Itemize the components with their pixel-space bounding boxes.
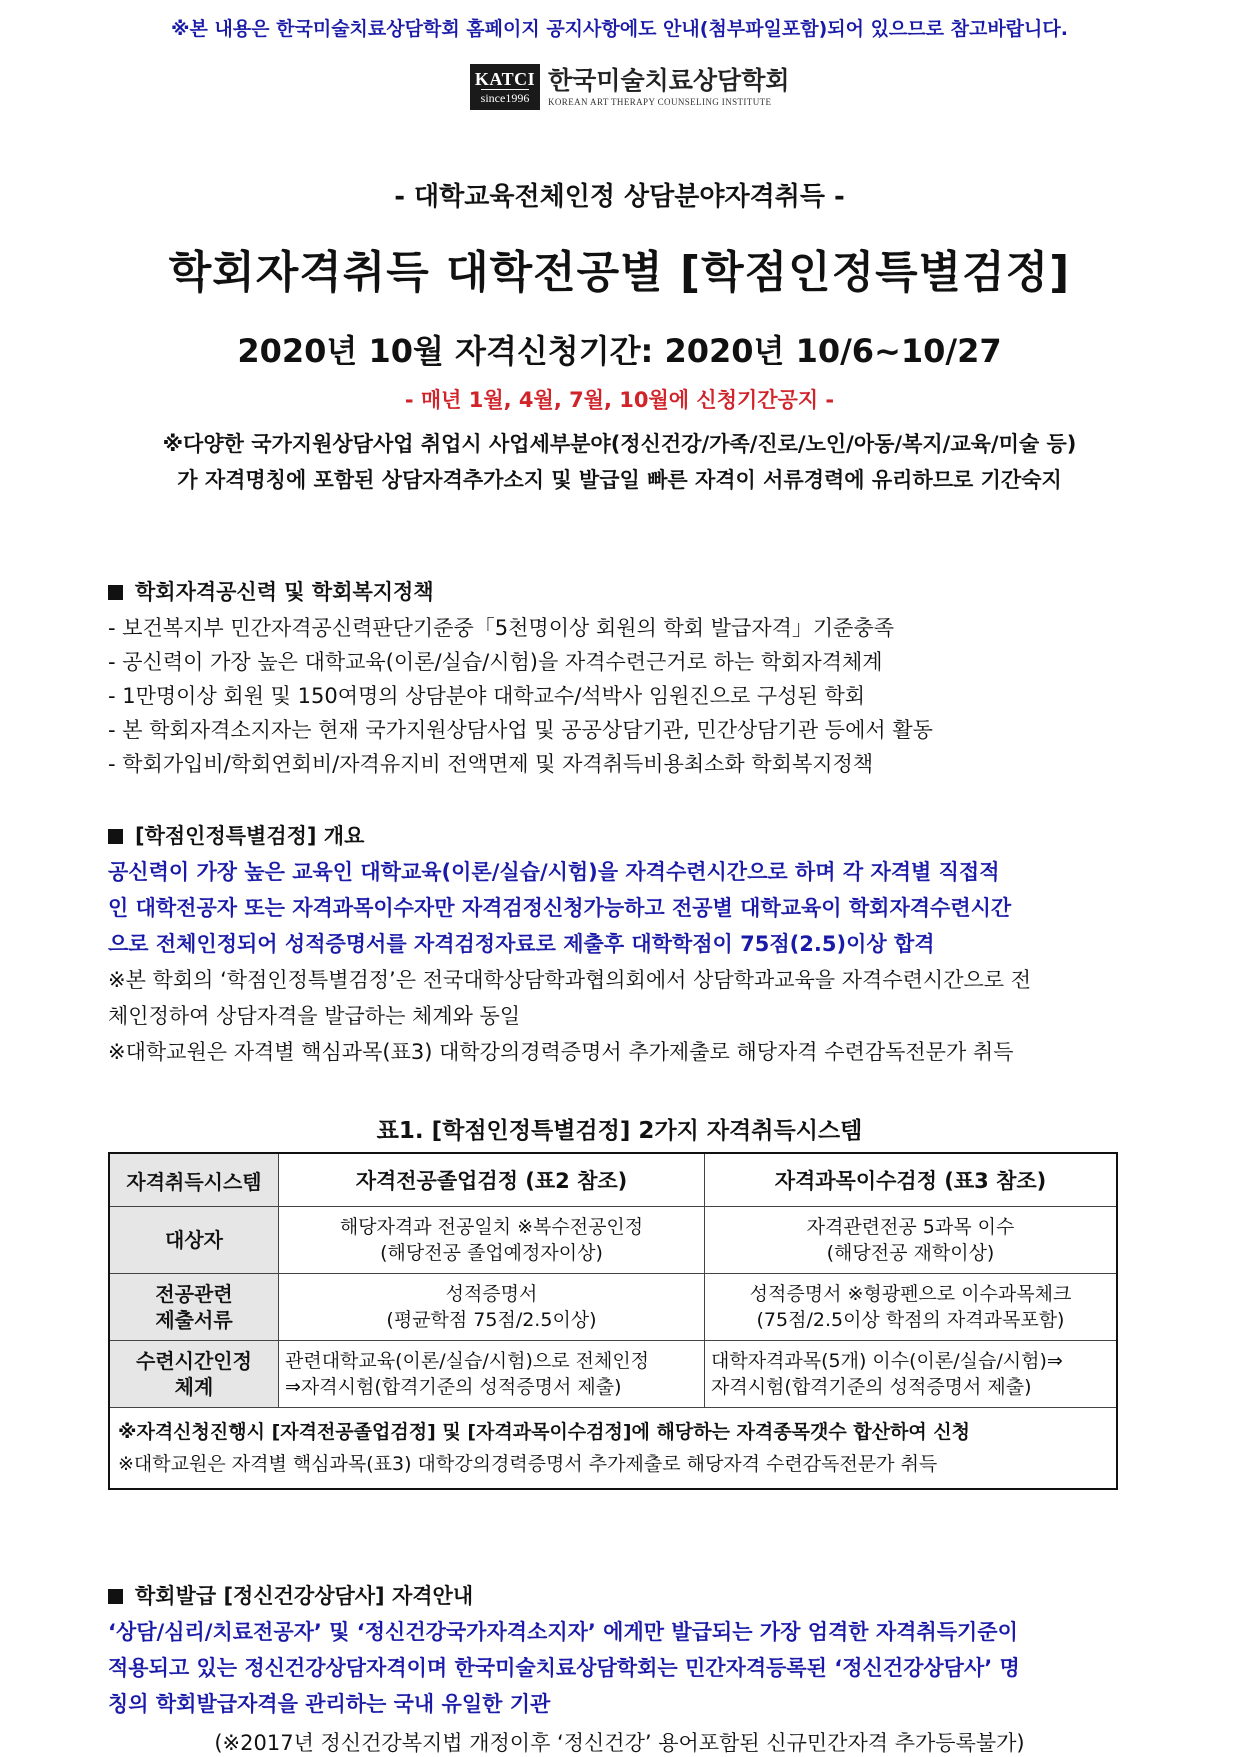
table-row [109,1341,1117,1408]
cell-line: 관련대학교육(이론/실습/시험)으로 전체인정 [285,1350,650,1372]
section2-blue-line: 인 대학전공자 또는 자격과목이수자만 자격검정신청가능하고 전공별 대학교육이 학회자격수련시간 [108,896,1012,920]
page-title: 학회자격취득 대학전공별 [학점인정특별검정] [168,247,1071,298]
square-bullet-icon [108,585,123,600]
table-cell [704,1207,1117,1274]
table-footer-cell [109,1408,1117,1490]
row-label-cell [109,1274,279,1341]
katci-logo-mark [470,64,540,110]
section1-bullet: - 1만명이상 회원 및 150여명의 상담분야 대학교수/석박사 임원진으로 구성된 학회 [108,684,866,708]
section1-bullet: - 학회가입비/학회연회비/자격유지비 전액면제 및 자격취득비용최소화 학회복지정책 [108,752,874,776]
square-bullet-icon [108,1589,123,1604]
logo-since-text: since1996 [480,91,530,105]
section1-bullet: - 본 학회자격소지자는 현재 국가지원상담사업 및 공공상담기관, 민간상담기관 등에서 활동 [108,718,933,742]
table-row [109,1274,1117,1341]
table-header-cell: 자격과목이수검정 (표3 참조) [704,1153,1117,1207]
section2-heading [108,820,364,850]
row-label: 제출서류 [155,1308,233,1332]
cell-line: 해당자격과 전공일치 ※복수전공인정 [339,1216,644,1238]
cell-line: 대학자격과목(5개) 이수(이론/실습/시험)⇒ [710,1350,1063,1372]
certification-system-table [108,1152,1118,1490]
top-notice: ※본 내용은 한국미술치료상담학회 홈페이지 공지사항에도 안내(첨부파일포함)되어 있으므로 참고바랍니다. [171,18,1068,40]
row-label: 전공관련 [155,1282,233,1306]
section3-blue-line: 칭의 학회발급자격을 관리하는 국내 유일한 기관 [108,1692,551,1716]
table-header-cell: 자격전공졸업검정 (표2 참조) [279,1153,705,1207]
table-footer-note: ※자격신청진행시 [자격전공졸업검정] 및 [자격과목이수검정]에 해당하는 자격종목갯수 합산하여 신청 [118,1421,971,1443]
table-row [109,1207,1117,1274]
period-note: - 매년 1월, 4월, 7월, 10월에 신청기간공지 - [404,388,835,412]
section3-footnote: (※2017년 정신건강복지법 개정이후 ‘정신건강’ 용어포함된 신규민간자격 추가등록불가) [214,1731,1025,1755]
row-label-cell [109,1207,279,1274]
katci-logo [470,64,790,110]
page-subtitle: - 대학교육전체인정 상담분야자격취득 - [394,182,845,212]
cell-line: (해당전공 졸업예정자이상) [380,1242,603,1264]
section2-note: ※대학교원은 자격별 핵심과목(표3) 대학강의경력증명서 추가제출로 해당자격 수련감독전문가 취득 [108,1040,1014,1064]
section3-heading-text: 학회발급 [정신건강상담사] 자격안내 [135,1584,474,1608]
logo-mark-text: KATCI [474,69,536,89]
table-cell [704,1341,1117,1408]
section3-blue-line: ‘상담/심리/치료전공자’ 및 ‘정신건강국가자격소지자’ 에게만 발급되는 가장 엄격한 자격취득기준이 [108,1620,1018,1644]
table-cell [279,1207,705,1274]
cell-line: (평균학점 75점/2.5이상) [386,1309,597,1331]
section3-heading [108,1580,473,1610]
cell-line: 성적증명서 [445,1283,538,1305]
section1-heading-text: 학회자격공신력 및 학회복지정책 [135,580,434,604]
cell-line: 자격관련전공 5과목 이수 [806,1216,1015,1238]
table-header-row [109,1153,1117,1207]
cell-line: 성적증명서 ※형광펜으로 이수과목체크 [749,1283,1072,1305]
table-footer-row [109,1408,1117,1490]
table-footer-note: ※대학교원은 자격별 핵심과목(표3) 대학강의경력증명서 추가제출로 해당자격 수련감독전문가 취득 [118,1453,938,1475]
table-cell [279,1274,705,1341]
cell-line: 자격시험(합격기준의 성적증명서 제출) [710,1376,1032,1398]
row-label: 체계 [174,1375,214,1399]
cell-line: (75점/2.5이상 학점의 자격과목포함) [756,1309,1065,1331]
table-cell [704,1274,1117,1341]
section2-blue-line: 으로 전체인정되어 성적증명서를 자격검정자료로 제출후 대학학점이 75점(2.5)이상 합격 [108,932,935,956]
application-period: 2020년 10월 자격신청기간: 2020년 10/6~10/27 [237,332,1002,370]
section3-blue-line: 적용되고 있는 정신건강상담자격이며 한국미술치료상담학회는 민간자격등록된 ‘정신건강상담사’ 명 [108,1656,1020,1680]
square-bullet-icon [108,829,123,844]
row-label: 대상자 [165,1228,223,1252]
intro-line-1: ※다양한 국가지원상담사업 취업시 사업세부분야(정신건강/가족/진로/노인/아동/복지/교육/미술 등) [162,432,1077,456]
table-header-cell: 자격취득시스템 [109,1153,279,1207]
section1-heading [108,576,434,606]
logo-name-english: KOREAN ART THERAPY COUNSELING INSTITUTE [548,97,772,107]
table-cell [279,1341,705,1408]
cell-line: ⇒자격시험(합격기준의 성적증명서 제출) [285,1376,622,1398]
section2-note: ※본 학회의 ‘학점인정특별검정’은 전국대학상담학과협의회에서 상담학과교육을 자격수련시간으로 전 [108,968,1032,992]
section1-bullet: - 보건복지부 민간자격공신력판단기준중「5천명이상 회원의 학회 발급자격」기준충족 [108,616,895,640]
table-caption: 표1. [학점인정특별검정] 2가지 자격취득시스템 [376,1118,863,1144]
cell-line: (해당전공 재학이상) [826,1242,995,1264]
row-label-cell [109,1341,279,1408]
section2-blue-line: 공신력이 가장 높은 교육인 대학교육(이론/실습/시험)을 자격수련시간으로 하며 각 자격별 직접적 [108,860,1000,884]
section2-heading-text: [학점인정특별검정] 개요 [135,824,365,848]
section1-bullet: - 공신력이 가장 높은 대학교육(이론/실습/시험)을 자격수련근거로 하는 학회자격체계 [108,650,883,674]
section2-note: 체인정하여 상담자격을 발급하는 체계와 동일 [108,1004,521,1028]
logo-wordmark [548,66,790,108]
intro-line-2: 가 자격명칭에 포함된 상담자격추가소지 및 발급일 빠른 자격이 서류경력에 유리하므로 기간숙지 [177,468,1062,492]
row-label: 수련시간인정 [136,1349,252,1373]
logo-name-korean: 한국미술치료상담학회 [548,66,790,95]
